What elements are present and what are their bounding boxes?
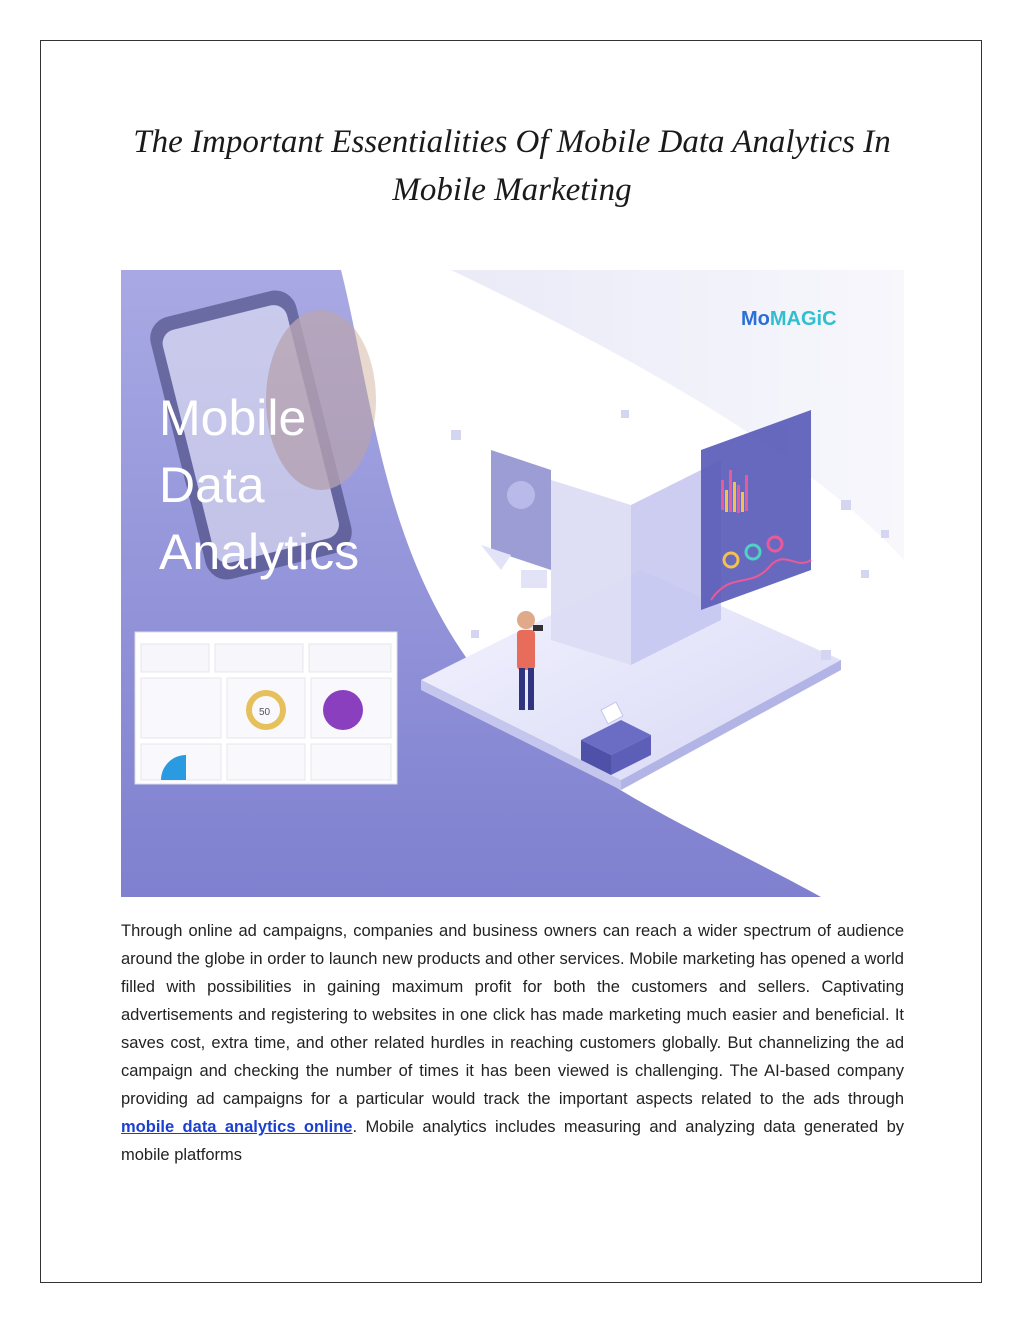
body-paragraph-text-continued: . Mobile analytics includes measuring and analyzing data generated by mobile platforms (121, 1118, 904, 1164)
brand-logo-magic: MAGiC (769, 308, 837, 330)
banner-headline-line-3: Analytics (159, 524, 360, 580)
banner-illustration (121, 270, 904, 897)
document-title (100, 118, 924, 214)
title-line-2: Mobile Marketing (392, 172, 632, 208)
brand-logo (741, 308, 837, 330)
dashboard-donut-label: 50 (259, 707, 271, 718)
title-line-1: The Important Essentialities Of Mobile Data Analytics In (133, 124, 891, 160)
dashboard-screenshot (135, 632, 397, 784)
brand-logo-mo: Mo (741, 308, 770, 330)
mobile-data-analytics-link[interactable]: mobile data analytics online (121, 1118, 353, 1136)
hero-banner-image (121, 270, 904, 897)
body-paragraph-text: Through online ad campaigns, companies and business owners can reach a wider spectrum of audience around the globe in order to launch new products and other services. Mobile marketing has opened a world filled with possibilities in gaining maximum profit for both the customers and sellers. Captivating advertisements and registering to websites in one click has made marketing much easier and beneficial. It saves cost, extra time, and other related hurdles in reaching customers globally. But channelizing the ad campaign and checking the number of times it has been viewed is challenging. The AI-based company providing ad campaigns for a particular would track the important aspects related to the ads through (121, 922, 904, 1108)
banner-headline-line-2: Data (159, 457, 265, 513)
banner-headline-line-1: Mobile (159, 390, 307, 446)
body-paragraph (121, 917, 904, 1169)
